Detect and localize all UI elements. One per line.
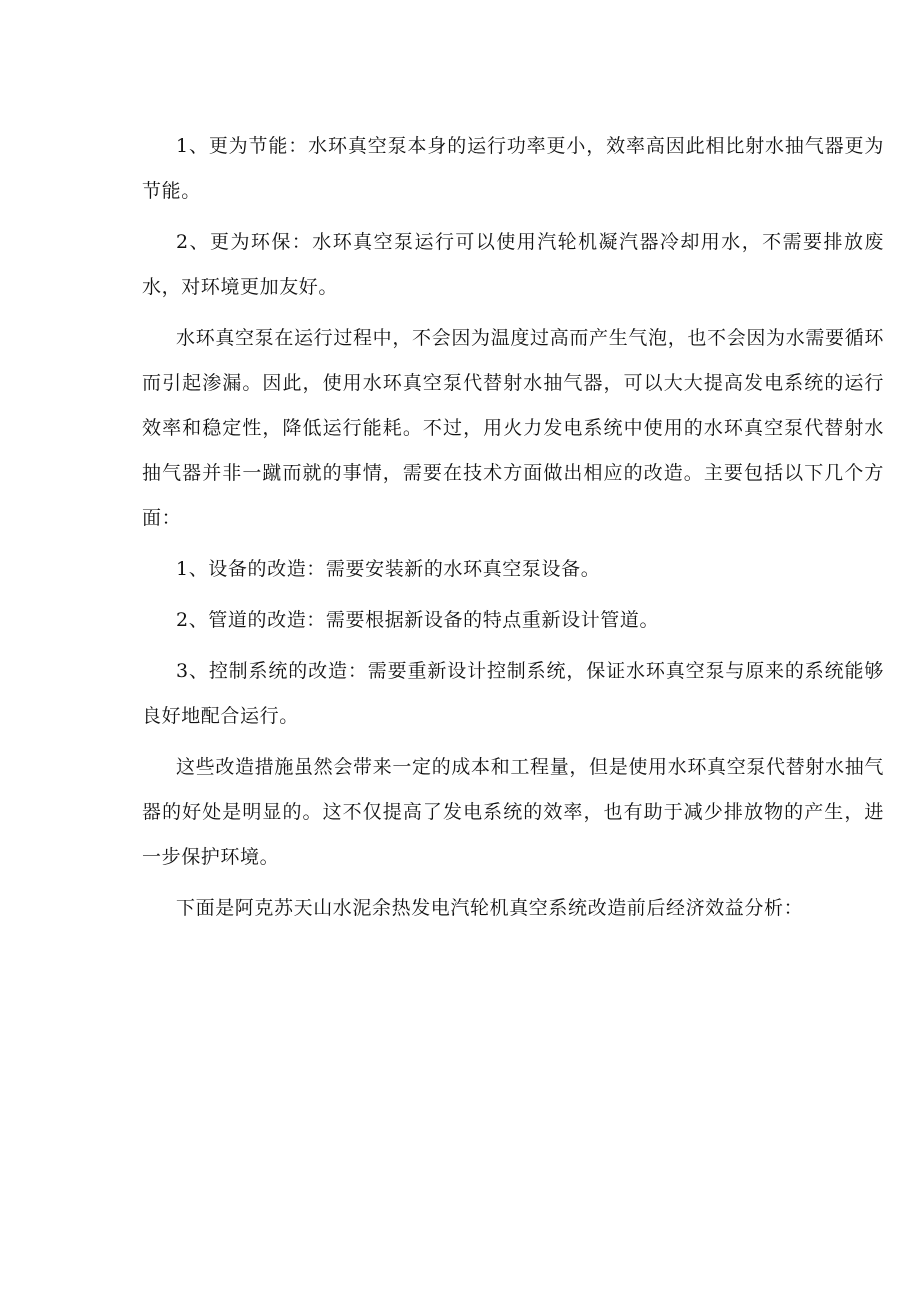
paragraph-energy-saving: 1、更为节能：水环真空泵本身的运行功率更小，效率高因此相比射水抽气器更为节能。 [142, 135, 884, 202]
paragraph-environmental: 2、更为环保：水环真空泵运行可以使用汽轮机凝汽器冷却用水，不需要排放废水，对环境更加友好。 [142, 231, 884, 298]
paragraph-operation-benefits: 水环真空泵在运行过程中，不会因为温度过高而产生气泡，也不会因为水需要循环而引起渗漏。因此，使用水环真空泵代替射水抽气器，可以大大提高发电系统的运行效率和稳定性，降低运行能耗。不过，用火力发电系统中使用的水环真空泵代替射水抽气器并非一蹴而就的事情，需要在技术方面做出相应的改造。主要包括以下几个方面： [142, 327, 884, 529]
paragraph-retrofit-summary: 这些改造措施虽然会带来一定的成本和工程量，但是使用水环真空泵代替射水抽气器的好处是明显的。这不仅提高了发电系统的效率，也有助于减少排放物的产生，进一步保护环境。 [142, 756, 884, 868]
paragraph-pipeline-retrofit: 2、管道的改造：需要根据新设备的特点重新设计管道。 [176, 609, 660, 631]
paragraph-analysis-intro: 下面是阿克苏天山水泥余热发电汽轮机真空系统改造前后经济效益分析： [176, 897, 804, 919]
paragraph-control-system-retrofit: 3、控制系统的改造：需要重新设计控制系统，保证水环真空泵与原来的系统能够良好地配合运行。 [142, 660, 884, 727]
paragraph-equipment-retrofit: 1、设备的改造：需要安装新的水环真空泵设备。 [176, 558, 601, 580]
